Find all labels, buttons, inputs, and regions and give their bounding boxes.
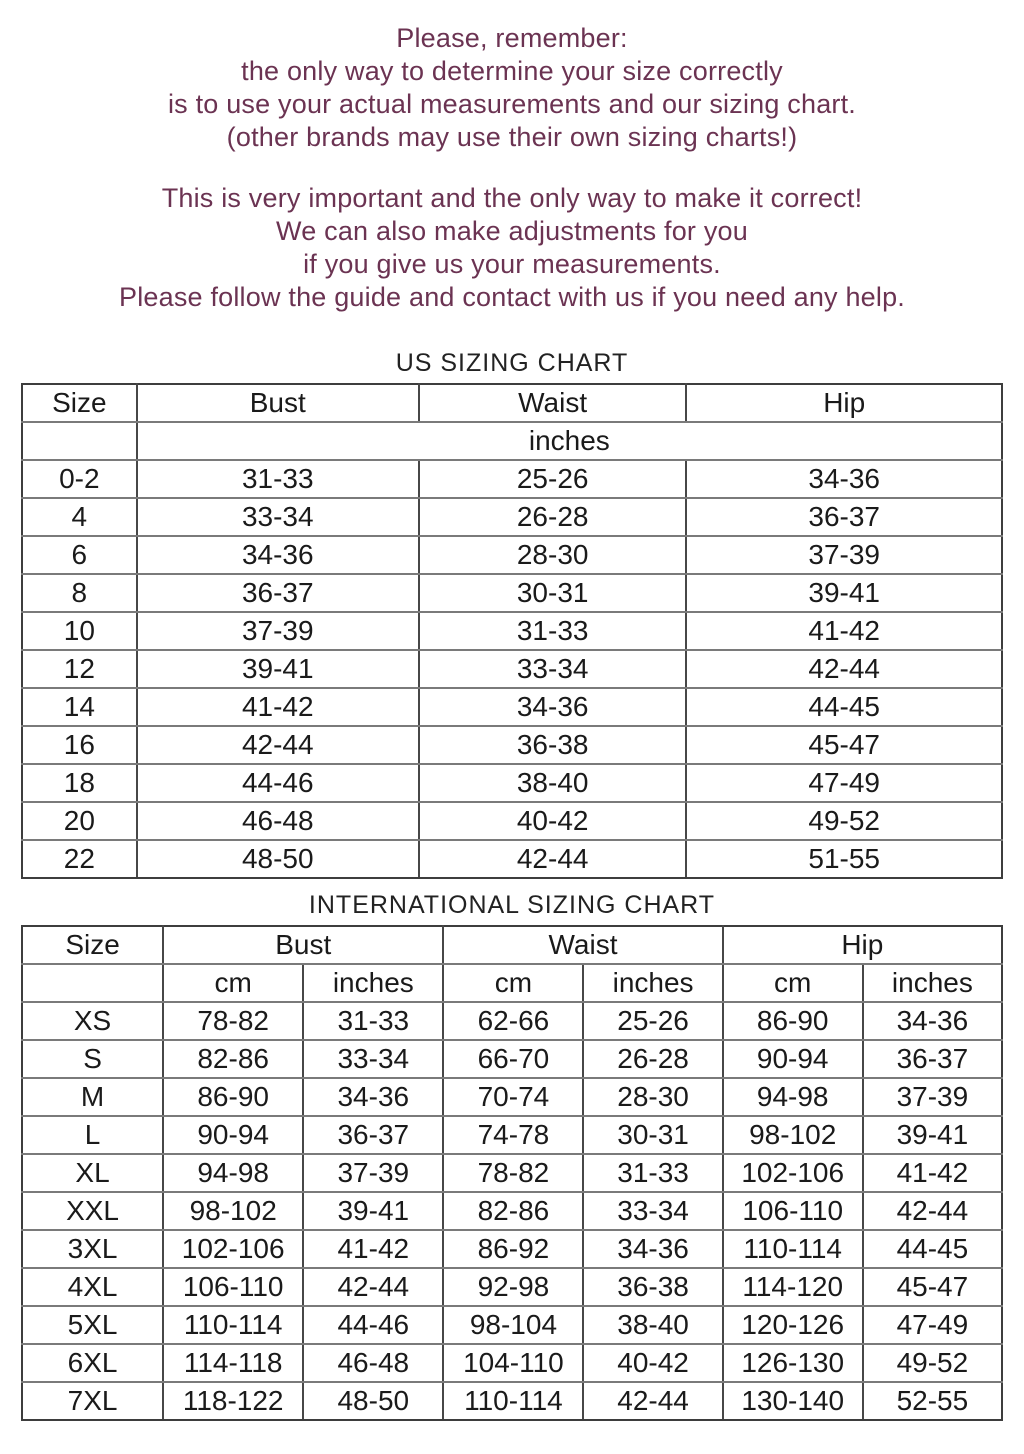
measurement-cell: 44-46 bbox=[303, 1306, 443, 1344]
measurement-cell: 47-49 bbox=[686, 764, 1002, 802]
unit-label-cell: inches bbox=[303, 964, 443, 1002]
measurement-cell: 46-48 bbox=[137, 802, 419, 840]
size-cell: 14 bbox=[22, 688, 137, 726]
table-row bbox=[22, 1078, 1002, 1116]
intro-line: (other brands may use their own sizing charts!) bbox=[226, 122, 798, 152]
measurement-cell: 36-37 bbox=[686, 498, 1002, 536]
table-row bbox=[22, 1268, 1002, 1306]
measurement-cell: 90-94 bbox=[163, 1116, 303, 1154]
measurement-cell: 34-36 bbox=[419, 688, 687, 726]
measurement-cell: 38-40 bbox=[419, 764, 687, 802]
measurement-cell: 30-31 bbox=[583, 1116, 722, 1154]
us-sizing-chart-title: US SIZING CHART bbox=[395, 349, 629, 377]
measurement-cell: 102-106 bbox=[723, 1154, 863, 1192]
intl-table-header bbox=[22, 926, 1002, 1002]
measurement-cell: 37-39 bbox=[686, 536, 1002, 574]
measurement-cell: 33-34 bbox=[303, 1040, 443, 1078]
size-cell: 4 bbox=[22, 498, 137, 536]
table-row bbox=[22, 764, 1002, 802]
intro-line: We can also make adjustments for you bbox=[276, 216, 748, 246]
size-cell: 22 bbox=[22, 840, 137, 878]
column-header-bust: Bust bbox=[137, 384, 419, 422]
measurement-cell: 36-37 bbox=[137, 574, 419, 612]
measurement-cell: 110-114 bbox=[163, 1306, 303, 1344]
measurement-cell: 41-42 bbox=[863, 1154, 1002, 1192]
measurement-cell: 106-110 bbox=[723, 1192, 863, 1230]
international-sizing-chart-title: INTERNATIONAL SIZING CHART bbox=[308, 891, 716, 919]
intro-line: This is very important and the only way to make it correct! bbox=[161, 183, 863, 213]
column-header-size: Size bbox=[22, 384, 137, 422]
table-unit-row bbox=[22, 422, 1002, 460]
measurement-cell: 44-45 bbox=[686, 688, 1002, 726]
column-header-bust: Bust bbox=[163, 926, 443, 964]
measurement-cell: 30-31 bbox=[419, 574, 687, 612]
measurement-cell: 44-45 bbox=[863, 1230, 1002, 1268]
measurement-cell: 48-50 bbox=[137, 840, 419, 878]
measurement-cell: 36-37 bbox=[863, 1040, 1002, 1078]
table-row bbox=[22, 1116, 1002, 1154]
measurement-cell: 39-41 bbox=[303, 1192, 443, 1230]
unit-label-cell: inches bbox=[583, 964, 722, 1002]
table-row bbox=[22, 1344, 1002, 1382]
intro-paragraph-2 bbox=[0, 182, 1024, 314]
measurement-cell: 78-82 bbox=[443, 1154, 583, 1192]
measurement-cell: 34-36 bbox=[583, 1230, 722, 1268]
column-header-size: Size bbox=[22, 926, 163, 964]
measurement-cell: 78-82 bbox=[163, 1002, 303, 1040]
measurement-cell: 36-38 bbox=[583, 1268, 722, 1306]
measurement-cell: 42-44 bbox=[686, 650, 1002, 688]
size-cell: XXL bbox=[22, 1192, 163, 1230]
empty-cell bbox=[22, 964, 163, 1002]
measurement-cell: 130-140 bbox=[723, 1382, 863, 1420]
measurement-cell: 41-42 bbox=[137, 688, 419, 726]
measurement-cell: 36-37 bbox=[303, 1116, 443, 1154]
measurement-cell: 47-49 bbox=[863, 1306, 1002, 1344]
table-row bbox=[22, 650, 1002, 688]
measurement-cell: 44-46 bbox=[137, 764, 419, 802]
measurement-cell: 33-34 bbox=[583, 1192, 722, 1230]
us-table-body bbox=[22, 460, 1002, 878]
measurement-cell: 106-110 bbox=[163, 1268, 303, 1306]
measurement-cell: 34-36 bbox=[303, 1078, 443, 1116]
intro-line: the only way to determine your size correctly bbox=[241, 56, 783, 86]
measurement-cell: 86-90 bbox=[163, 1078, 303, 1116]
measurement-cell: 42-44 bbox=[863, 1192, 1002, 1230]
international-sizing-table bbox=[21, 925, 1003, 1421]
measurement-cell: 110-114 bbox=[443, 1382, 583, 1420]
intro-line: is to use your actual measurements and our sizing chart. bbox=[167, 89, 857, 119]
table-row bbox=[22, 1306, 1002, 1344]
measurement-cell: 74-78 bbox=[443, 1116, 583, 1154]
size-cell: 6 bbox=[22, 536, 137, 574]
measurement-cell: 40-42 bbox=[419, 802, 687, 840]
table-header-row bbox=[22, 384, 1002, 422]
measurement-cell: 102-106 bbox=[163, 1230, 303, 1268]
table-row bbox=[22, 840, 1002, 878]
table-row bbox=[22, 1040, 1002, 1078]
table-row bbox=[22, 802, 1002, 840]
size-cell: 18 bbox=[22, 764, 137, 802]
measurement-cell: 34-36 bbox=[686, 460, 1002, 498]
measurement-cell: 37-39 bbox=[863, 1078, 1002, 1116]
us-table-header bbox=[22, 384, 1002, 460]
measurement-cell: 42-44 bbox=[137, 726, 419, 764]
measurement-cell: 42-44 bbox=[583, 1382, 722, 1420]
size-cell: 8 bbox=[22, 574, 137, 612]
table-row bbox=[22, 1382, 1002, 1420]
size-cell: 10 bbox=[22, 612, 137, 650]
measurement-cell: 26-28 bbox=[583, 1040, 722, 1078]
measurement-cell: 92-98 bbox=[443, 1268, 583, 1306]
size-cell: 20 bbox=[22, 802, 137, 840]
table-row bbox=[22, 460, 1002, 498]
measurement-cell: 51-55 bbox=[686, 840, 1002, 878]
table-row bbox=[22, 1230, 1002, 1268]
table-row bbox=[22, 1192, 1002, 1230]
measurement-cell: 38-40 bbox=[583, 1306, 722, 1344]
measurement-cell: 120-126 bbox=[723, 1306, 863, 1344]
table-row bbox=[22, 1002, 1002, 1040]
measurement-cell: 34-36 bbox=[863, 1002, 1002, 1040]
intro-text bbox=[0, 22, 1024, 314]
intl-table-body bbox=[22, 1002, 1002, 1420]
table-row bbox=[22, 536, 1002, 574]
measurement-cell: 49-52 bbox=[863, 1344, 1002, 1382]
size-cell: 16 bbox=[22, 726, 137, 764]
measurement-cell: 70-74 bbox=[443, 1078, 583, 1116]
unit-label-cell: inches bbox=[137, 422, 1002, 460]
size-cell: 4XL bbox=[22, 1268, 163, 1306]
measurement-cell: 28-30 bbox=[419, 536, 687, 574]
unit-label-cell: cm bbox=[163, 964, 303, 1002]
measurement-cell: 33-34 bbox=[137, 498, 419, 536]
measurement-cell: 26-28 bbox=[419, 498, 687, 536]
measurement-cell: 110-114 bbox=[723, 1230, 863, 1268]
measurement-cell: 28-30 bbox=[583, 1078, 722, 1116]
measurement-cell: 98-102 bbox=[723, 1116, 863, 1154]
measurement-cell: 31-33 bbox=[137, 460, 419, 498]
intro-line: if you give us your measurements. bbox=[303, 249, 721, 279]
measurement-cell: 82-86 bbox=[163, 1040, 303, 1078]
table-row bbox=[22, 612, 1002, 650]
size-cell: 3XL bbox=[22, 1230, 163, 1268]
table-header-row bbox=[22, 926, 1002, 964]
size-cell: XL bbox=[22, 1154, 163, 1192]
size-cell: 7XL bbox=[22, 1382, 163, 1420]
measurement-cell: 40-42 bbox=[583, 1344, 722, 1382]
measurement-cell: 34-36 bbox=[137, 536, 419, 574]
size-cell: 6XL bbox=[22, 1344, 163, 1382]
measurement-cell: 41-42 bbox=[303, 1230, 443, 1268]
measurement-cell: 126-130 bbox=[723, 1344, 863, 1382]
measurement-cell: 25-26 bbox=[419, 460, 687, 498]
empty-cell bbox=[22, 422, 137, 460]
us-sizing-table bbox=[21, 383, 1003, 879]
size-cell: 5XL bbox=[22, 1306, 163, 1344]
measurement-cell: 98-102 bbox=[163, 1192, 303, 1230]
table-row bbox=[22, 688, 1002, 726]
measurement-cell: 114-120 bbox=[723, 1268, 863, 1306]
measurement-cell: 114-118 bbox=[163, 1344, 303, 1382]
table-row bbox=[22, 1154, 1002, 1192]
measurement-cell: 90-94 bbox=[723, 1040, 863, 1078]
table-row bbox=[22, 726, 1002, 764]
measurement-cell: 39-41 bbox=[686, 574, 1002, 612]
measurement-cell: 94-98 bbox=[723, 1078, 863, 1116]
measurement-cell: 33-34 bbox=[419, 650, 687, 688]
measurement-cell: 42-44 bbox=[303, 1268, 443, 1306]
measurement-cell: 86-90 bbox=[723, 1002, 863, 1040]
column-header-hip: Hip bbox=[723, 926, 1002, 964]
measurement-cell: 31-33 bbox=[303, 1002, 443, 1040]
size-cell: S bbox=[22, 1040, 163, 1078]
measurement-cell: 45-47 bbox=[686, 726, 1002, 764]
measurement-cell: 39-41 bbox=[137, 650, 419, 688]
measurement-cell: 42-44 bbox=[419, 840, 687, 878]
measurement-cell: 46-48 bbox=[303, 1344, 443, 1382]
measurement-cell: 45-47 bbox=[863, 1268, 1002, 1306]
measurement-cell: 37-39 bbox=[137, 612, 419, 650]
intro-paragraph-1 bbox=[0, 22, 1024, 154]
measurement-cell: 66-70 bbox=[443, 1040, 583, 1078]
column-header-hip: Hip bbox=[686, 384, 1002, 422]
measurement-cell: 94-98 bbox=[163, 1154, 303, 1192]
measurement-cell: 31-33 bbox=[583, 1154, 722, 1192]
measurement-cell: 41-42 bbox=[686, 612, 1002, 650]
measurement-cell: 52-55 bbox=[863, 1382, 1002, 1420]
measurement-cell: 25-26 bbox=[583, 1002, 722, 1040]
intro-line: Please follow the guide and contact with us if you need any help. bbox=[118, 282, 905, 312]
measurement-cell: 39-41 bbox=[863, 1116, 1002, 1154]
measurement-cell: 36-38 bbox=[419, 726, 687, 764]
measurement-cell: 98-104 bbox=[443, 1306, 583, 1344]
measurement-cell: 86-92 bbox=[443, 1230, 583, 1268]
unit-label-cell: inches bbox=[863, 964, 1002, 1002]
unit-label-cell: cm bbox=[723, 964, 863, 1002]
measurement-cell: 48-50 bbox=[303, 1382, 443, 1420]
measurement-cell: 104-110 bbox=[443, 1344, 583, 1382]
measurement-cell: 62-66 bbox=[443, 1002, 583, 1040]
size-cell: M bbox=[22, 1078, 163, 1116]
column-header-waist: Waist bbox=[419, 384, 687, 422]
measurement-cell: 118-122 bbox=[163, 1382, 303, 1420]
size-cell: L bbox=[22, 1116, 163, 1154]
measurement-cell: 37-39 bbox=[303, 1154, 443, 1192]
measurement-cell: 31-33 bbox=[419, 612, 687, 650]
measurement-cell: 49-52 bbox=[686, 802, 1002, 840]
size-cell: 12 bbox=[22, 650, 137, 688]
intro-line: Please, remember: bbox=[396, 23, 628, 53]
table-row bbox=[22, 574, 1002, 612]
size-cell: 0-2 bbox=[22, 460, 137, 498]
size-cell: XS bbox=[22, 1002, 163, 1040]
table-row bbox=[22, 498, 1002, 536]
measurement-cell: 82-86 bbox=[443, 1192, 583, 1230]
unit-label-cell: cm bbox=[443, 964, 583, 1002]
table-unit-row bbox=[22, 964, 1002, 1002]
column-header-waist: Waist bbox=[443, 926, 722, 964]
